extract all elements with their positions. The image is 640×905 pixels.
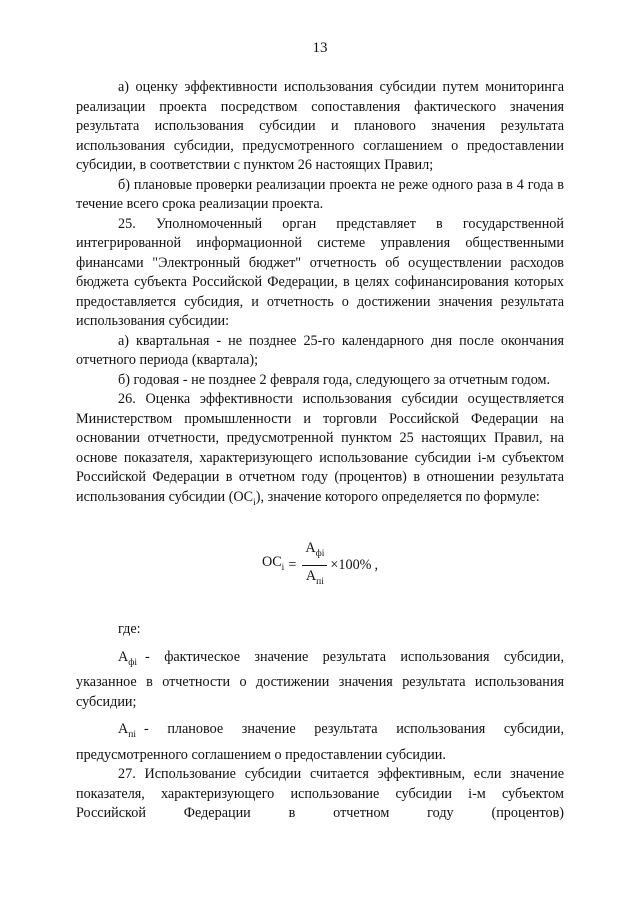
document-body [76,78,564,824]
definition-fact [76,648,564,673]
paragraph-b-annual: б) годовая - не позднее 2 февраля года, следующего за отчетным годом. [118,371,551,388]
formula-equals: = [288,556,297,573]
paragraph-26-part2: ), значение которого определяется по формуле: [255,488,540,505]
definition-fact-continued: указанное в отчетности о достижении значения результата использования субсидии; [76,674,564,710]
symbol-a-plan: $A_{пi}$ [118,721,136,741]
paragraph-a-quarterly: а) квартальная - не позднее 25-го календарного дня после окончания отчетного периода (квартала); [76,332,564,368]
paragraph-26-part1: 26. Оценка эффективности использования субсидии осуществляется Министерством промышленности и торговли Российской Федерации на основании отчетности, предусмотренной пунктом 25 настоящих Правил, на основе показателя, характеризующего использование субсидии i-м субъектом Российской Федерации в отчетном году (процентов) в отношении результата использования субсидии (OC [76,391,564,505]
formula-fraction [302,539,327,593]
formula [76,539,564,593]
definition-fact-text: - фактическое значение результата использования субсидии, [145,648,564,665]
formula-comma: , [374,556,379,573]
paragraph-26 [76,390,564,513]
symbol-a-fact: $A_{фi}$ [118,648,138,668]
paragraph-26-subscript: i [253,497,256,508]
formula-numerator: $A_{фi}$ [302,539,327,566]
definition-plan [76,720,564,745]
where-label: где: [118,621,141,638]
formula-lhs: $OC_i$ [261,553,285,573]
definition-plan-text: - плановое значение результата использования субсидии, [143,721,564,738]
page-number: 13 [312,40,328,56]
definition-plan-continued: предусмотренного соглашением о предоставлении субсидии. [76,746,446,763]
paragraph-a-evaluation: а) оценку эффективности использования субсидии путем мониторинга реализации проекта посредством сопоставления фактического значения результата использования субсидии и планового значения результата использования субсидии, предусмотренного соглашением о предоставлении субсидии, в соответствии с пунктом 26 настоящих Правил; [76,79,564,173]
formula-multiplier: ×100% [330,556,372,573]
formula-denominator: $A_{пi}$ [305,568,324,587]
paragraph-25: 25. Уполномоченный орган представляет в государственной интегрированной информационной системе управления общественными финансами "Электронный бюджет" отчетность об осуществлении расходов бюджета субъекта Российской Федерации, в целях софинансирования которых предоставляется субсидия, и отчетность о достижении значения результата использования субсидии: [76,215,564,329]
paragraph-27: 27. Использование субсидии считается эффективным, если значение показателя, характеризующего использование субсидии i-м субъектом Российской Федерации в отчетном году (процентов) [76,766,564,822]
paragraph-b-inspections: б) плановые проверки реализации проекта не реже одного раза в 4 года в течение всего срока реализации проекта. [76,176,564,212]
